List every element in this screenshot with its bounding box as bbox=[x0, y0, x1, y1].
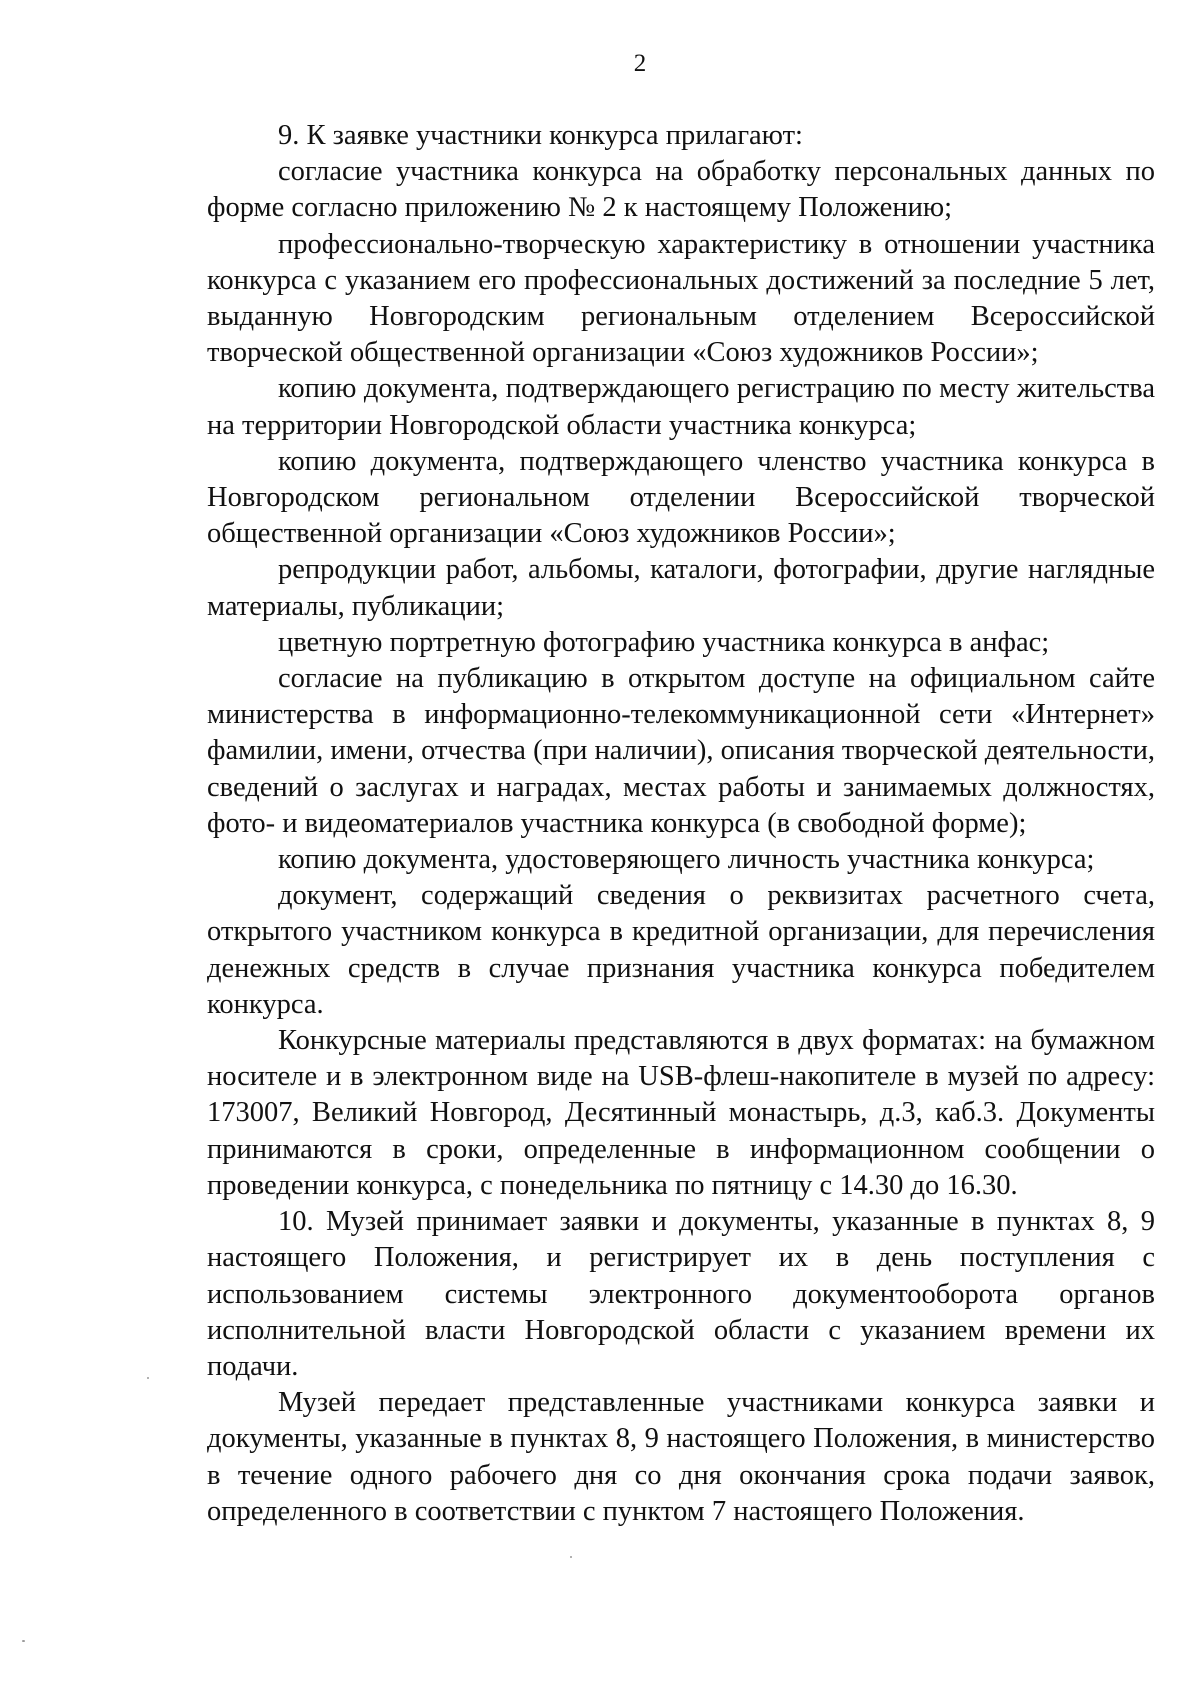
paragraph-item-10-registration: 10. Музей принимает заявки и документы, указанные в пунктах 8, 9 настоящего Положения, и регистрирует их в день поступления с использованием системы электронного документооборота органов исполнительной власти Новгородской области с указанием времени их подачи. bbox=[207, 1206, 1155, 1382]
paragraph-publication-consent: согласие на публикацию в открытом доступе на официальном сайте министерства в информационно-телекоммуникационной сети «Интернет» фамилии, имени, отчества (при наличии), описания творческой деятельности, сведений о заслугах и наградах, местах работы и занимаемых должностях, фото- и видеоматериалов участника конкурса (в свободной форме); bbox=[207, 663, 1155, 839]
paragraph-registration-document: копию документа, подтверждающего регистрацию по месту жительства на территории Новгородской области участника конкурса; bbox=[207, 373, 1155, 441]
scan-speck bbox=[147, 1377, 149, 1379]
paragraph-identity-document: копию документа, удостоверяющего личность участника конкурса; bbox=[278, 844, 1095, 876]
paragraph-bank-account: документ, содержащий сведения о реквизитах расчетного счета, открытого участником конкурса в кредитной организации, для перечисления денежных средств в случае признания участника конкурса победителем конкурса. bbox=[207, 880, 1155, 1020]
paragraph-membership-document: копию документа, подтверждающего членство участника конкурса в Новгородском региональном отделении Всероссийской творческой общественной организации «Союз художников России»; bbox=[207, 445, 1155, 550]
document-body bbox=[207, 118, 1155, 1530]
paragraph-reproductions: репродукции работ, альбомы, каталоги, фотографии, другие наглядные материалы, публикации; bbox=[207, 554, 1155, 622]
paragraph-portrait-photo: цветную портретную фотографию участника конкурса в анфас; bbox=[278, 626, 1050, 658]
page-number: 2 bbox=[633, 50, 647, 77]
paragraph-professional-characteristic: профессионально-творческую характеристику в отношении участника конкурса с указанием его профессиональных достижений за последние 5 лет, выданную Новгородским региональным отделением Всероссийской творческой общественной организации «Союз художников России»; bbox=[207, 228, 1155, 369]
paragraph-submission-formats: Конкурсные материалы представляются в двух форматах: на бумажном носителе и в электронном виде на USB-флеш-накопителе в музей по адресу: 173007, Великий Новгород, Десятинный монастырь, д.3, каб.3. Документы принимаются в сроки, определенные в информационном сообщении о проведении конкурса, с понедельника по пятницу с 14.30 до 16.30. bbox=[207, 1025, 1155, 1201]
scan-speck bbox=[570, 1556, 572, 1558]
paragraph-consent-personal-data: согласие участника конкурса на обработку персональных данных по форме согласно приложению № 2 к настоящему Положению; bbox=[207, 156, 1155, 224]
paragraph-museum-transfer: Музей передает представленные участниками конкурса заявки и документы, указанные в пунктах 8, 9 настоящего Положения, в министерство в течение одного рабочего дня со дня окончания срока подачи заявок, определенного в соответствии с пунктом 7 настоящего Положения. bbox=[207, 1387, 1155, 1527]
scan-speck bbox=[22, 1640, 25, 1642]
paragraph-item-9-heading: 9. К заявке участники конкурса прилагают: bbox=[278, 120, 803, 151]
